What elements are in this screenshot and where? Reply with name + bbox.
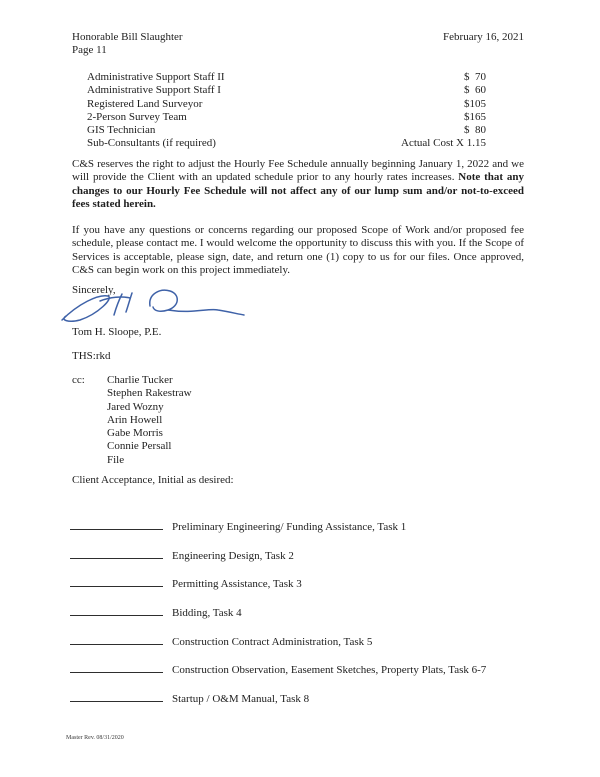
- paragraph-normal-text: C&S reserves the right to adjust the Hourly Fee Schedule annually beginning January 1, 2022 and we will provide the Client with an updated schedule prior to any hourly rates increases.: [72, 158, 524, 184]
- initial-blank-task-3[interactable]: [70, 574, 163, 587]
- task-label: Construction Contract Administration, Task 5: [172, 635, 373, 648]
- paragraph-questions: If you have any questions or concerns regarding our proposed Scope of Work and/or proposed fee schedule, please contact me. I would welcome the opportunity to discuss this with you. If the Scope of Services is acceptable, please sign, date, and return one (1) copy to us for our files. Once approved, C&S can begin work on this project immediately.: [72, 224, 524, 276]
- fee-label: Registered Land Surveyor: [87, 97, 203, 110]
- cc-name: Gabe Morris: [107, 427, 163, 440]
- task-row: [70, 689, 560, 718]
- fee-value: $ 60: [464, 84, 486, 97]
- fee-value: $165: [464, 110, 486, 123]
- fee-row: [87, 111, 486, 124]
- fee-schedule-table: [87, 71, 486, 151]
- fee-row: [87, 84, 486, 97]
- fee-row: [87, 137, 486, 150]
- closing-salutation: Sincerely,: [72, 284, 116, 296]
- fee-label: 2-Person Survey Team: [87, 110, 187, 123]
- initial-blank-task-2[interactable]: [70, 546, 163, 559]
- task-row: [70, 632, 560, 661]
- task-row: [70, 517, 560, 546]
- cc-name: Stephen Rakestraw: [107, 387, 192, 400]
- task-label: Startup / O&M Manual, Task 8: [172, 693, 310, 706]
- signer-name: Tom H. Sloope, P.E.: [72, 326, 162, 338]
- cc-name-list: [107, 374, 192, 467]
- fee-label: Administrative Support Staff I: [87, 84, 221, 97]
- cc-name: Connie Persall: [107, 440, 172, 453]
- cc-name: File: [107, 453, 125, 466]
- paragraph-bold-note: Note that any changes to our Hourly Fee Schedule will not affect any of our lump sum and/or not-to-exceed fees stated herein.: [72, 171, 524, 210]
- task-row: [70, 660, 560, 689]
- cc-name: Charlie Tucker: [107, 374, 173, 386]
- reference-initials: THS:rkd: [72, 350, 111, 362]
- fee-label: Sub-Consultants (if required): [87, 137, 216, 150]
- recipient-name: Honorable Bill Slaughter: [72, 31, 183, 43]
- signature-stroke: [126, 293, 132, 312]
- initial-blank-task-4[interactable]: [70, 603, 163, 616]
- initial-blank-task-6-7[interactable]: [70, 660, 163, 673]
- fee-label: Administrative Support Staff II: [87, 71, 225, 83]
- task-row: [70, 574, 560, 603]
- signature-stroke: [100, 297, 130, 301]
- cc-block: [72, 374, 192, 467]
- master-revision-footer: Master Rev. 08/31/2020: [66, 735, 124, 741]
- page-number: Page 11: [72, 44, 107, 57]
- fee-value: $105: [464, 97, 486, 110]
- signature-stroke: [150, 290, 244, 315]
- cc-label: cc:: [72, 374, 85, 386]
- letter-header: [72, 31, 524, 58]
- fee-row: [87, 124, 486, 137]
- letter-date: February 16, 2021: [443, 31, 524, 43]
- cc-name: Jared Wozny: [107, 400, 164, 413]
- initial-blank-task-8[interactable]: [70, 689, 163, 702]
- initial-blank-task-1[interactable]: [70, 517, 163, 530]
- task-label: Preliminary Engineering/ Funding Assistance, Task 1: [172, 521, 407, 533]
- task-row: [70, 546, 560, 575]
- paragraph-fee-adjustment: [72, 158, 524, 211]
- fee-row: [87, 71, 486, 84]
- handwritten-signature: [58, 284, 248, 326]
- client-acceptance-heading: Client Acceptance, Initial as desired:: [72, 474, 234, 486]
- fee-value: $ 70: [464, 71, 486, 83]
- initial-blank-task-5[interactable]: [70, 632, 163, 645]
- fee-label: GIS Technician: [87, 124, 156, 137]
- task-label: Construction Observation, Easement Sketches, Property Plats, Task 6-7: [172, 664, 487, 677]
- task-initial-list: [70, 517, 560, 718]
- task-label: Permitting Assistance, Task 3: [172, 578, 302, 591]
- task-label: Engineering Design, Task 2: [172, 549, 294, 562]
- fee-row: [87, 98, 486, 111]
- cc-name: Arin Howell: [107, 413, 163, 426]
- fee-value: Actual Cost X 1.15: [401, 137, 486, 150]
- task-label: Bidding, Task 4: [172, 607, 242, 620]
- task-row: [70, 603, 560, 632]
- fee-value: $ 80: [464, 124, 486, 137]
